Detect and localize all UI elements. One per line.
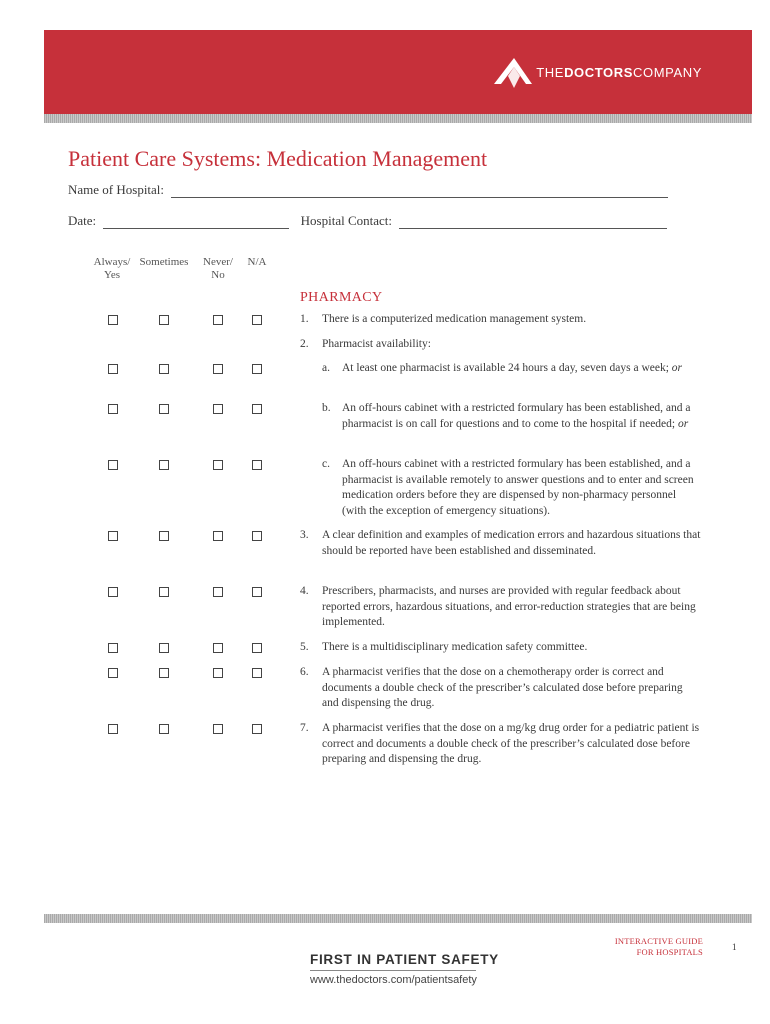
logo-text: THEDOCTORSCOMPANY bbox=[536, 64, 702, 80]
hospital-name-row bbox=[68, 182, 668, 198]
checkbox-q3-never[interactable] bbox=[213, 531, 223, 541]
page-number: 1 bbox=[732, 942, 737, 952]
checkbox-q2a-never[interactable] bbox=[213, 364, 223, 374]
footer-url-link[interactable]: www.thedoctors.com/patientsafety bbox=[310, 974, 477, 986]
hospital-name-field[interactable] bbox=[171, 184, 668, 198]
checkbox-q1-sometimes[interactable] bbox=[159, 315, 169, 325]
date-label: Date: bbox=[68, 213, 97, 228]
checkbox-q4-always[interactable] bbox=[108, 587, 118, 597]
header-stripe bbox=[44, 114, 752, 123]
checkbox-q6-sometimes[interactable] bbox=[159, 668, 169, 678]
checkbox-q2c-sometimes[interactable] bbox=[159, 460, 169, 470]
checkbox-q7-na[interactable] bbox=[252, 724, 262, 734]
column-header-always: Always/ Yes bbox=[93, 256, 131, 281]
checkbox-q5-always[interactable] bbox=[108, 643, 118, 653]
checkbox-q3-na[interactable] bbox=[252, 531, 262, 541]
checkbox-q7-always[interactable] bbox=[108, 724, 118, 734]
checkbox-q2b-sometimes[interactable] bbox=[159, 404, 169, 414]
hospital-contact-label: Hospital Contact: bbox=[300, 213, 393, 228]
checkbox-q4-sometimes[interactable] bbox=[159, 587, 169, 597]
checkbox-q2b-na[interactable] bbox=[252, 404, 262, 414]
checkbox-q2b-always[interactable] bbox=[108, 404, 118, 414]
column-header-sometimes: Sometimes bbox=[139, 256, 189, 268]
checkbox-q4-na[interactable] bbox=[252, 587, 262, 597]
checkbox-q2c-never[interactable] bbox=[213, 460, 223, 470]
checkbox-q7-sometimes[interactable] bbox=[159, 724, 169, 734]
checkbox-q2a-sometimes[interactable] bbox=[159, 364, 169, 374]
hospital-contact-field[interactable] bbox=[399, 215, 667, 229]
checkbox-q2b-never[interactable] bbox=[213, 404, 223, 414]
doctors-company-logo-icon bbox=[492, 54, 534, 90]
checkbox-q1-always[interactable] bbox=[108, 315, 118, 325]
checkbox-q5-sometimes[interactable] bbox=[159, 643, 169, 653]
date-field[interactable] bbox=[103, 215, 289, 229]
hospital-name-label: Name of Hospital: bbox=[68, 182, 165, 197]
checkbox-q2a-na[interactable] bbox=[252, 364, 262, 374]
section-heading-pharmacy: PHARMACY bbox=[300, 290, 383, 305]
column-header-na: N/A bbox=[247, 256, 267, 268]
footer-divider bbox=[310, 970, 476, 971]
checkbox-q1-never[interactable] bbox=[213, 315, 223, 325]
checkbox-q6-na[interactable] bbox=[252, 668, 262, 678]
checkbox-q6-never[interactable] bbox=[213, 668, 223, 678]
checkbox-q2a-always[interactable] bbox=[108, 364, 118, 374]
checkbox-q1-na[interactable] bbox=[252, 315, 262, 325]
column-header-never: Never/ No bbox=[203, 256, 233, 281]
company-logo bbox=[492, 54, 702, 90]
page-title: Patient Care Systems: Medication Management bbox=[68, 146, 488, 171]
date-row bbox=[68, 213, 667, 229]
interactive-guide-label: INTERACTIVE GUIDE FOR HOSPITALS bbox=[614, 936, 703, 957]
checkbox-q3-sometimes[interactable] bbox=[159, 531, 169, 541]
checkbox-q5-never[interactable] bbox=[213, 643, 223, 653]
checkbox-q7-never[interactable] bbox=[213, 724, 223, 734]
header-band bbox=[44, 30, 752, 114]
footer-tagline: FIRST IN PATIENT SAFETY bbox=[310, 952, 499, 967]
checkbox-q2c-always[interactable] bbox=[108, 460, 118, 470]
checkbox-q4-never[interactable] bbox=[213, 587, 223, 597]
checkbox-q6-always[interactable] bbox=[108, 668, 118, 678]
footer-stripe bbox=[44, 914, 752, 923]
checkbox-q2c-na[interactable] bbox=[252, 460, 262, 470]
checkbox-q3-always[interactable] bbox=[108, 531, 118, 541]
checkbox-q5-na[interactable] bbox=[252, 643, 262, 653]
